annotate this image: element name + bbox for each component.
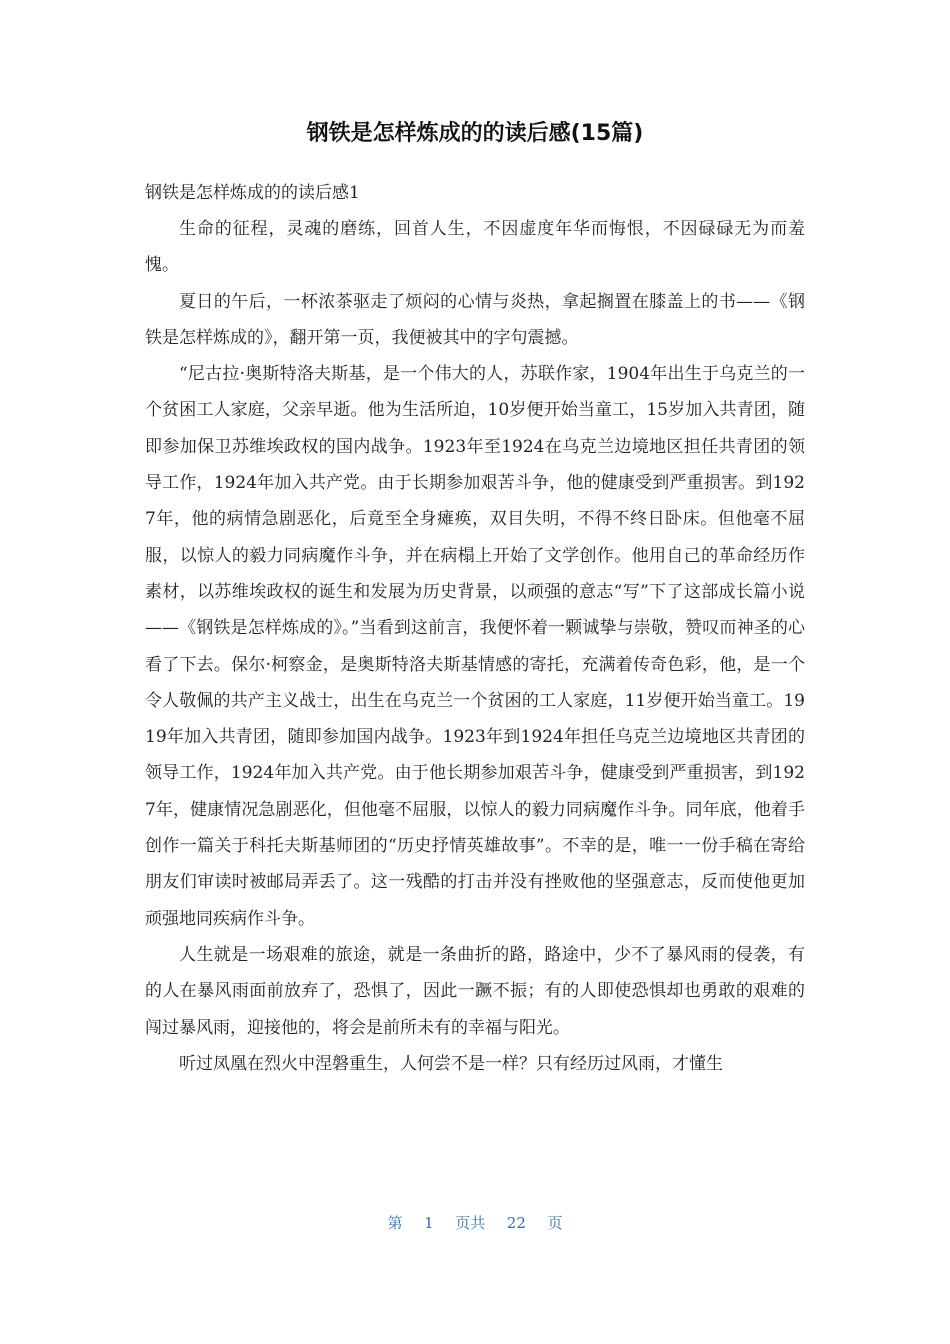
- page-footer: [0, 1212, 950, 1234]
- paragraph-5: 听过凤凰在烈火中涅磐重生，人何尝不是一样？只有经历过风雨，才懂生: [179, 1053, 723, 1074]
- paragraph-2: 夏日的午后，一杯浓茶驱走了烦闷的心情与炎热，拿起搁置在膝盖上的书——《钢铁是怎样炼成的》，翻开第一页，我便被其中的字句震撼。: [145, 291, 805, 348]
- footer-middle: 页共: [455, 1214, 486, 1232]
- document-body: [145, 175, 805, 1082]
- paragraph-4: 人生就是一场艰难的旅途，就是一条曲折的路，路途中，少不了暴风雨的侵袭，有的人在暴风雨面前放弃了，恐惧了，因此一蹶不振；有的人即使恐惧却也勇敢的艰难的闯过暴风雨，迎接他的，将会是前所未有的幸福与阳光。: [145, 944, 805, 1038]
- paragraph-1: 生命的征程，灵魂的磨练，回首人生，不因虚度年华而悔恨，不因碌碌无为而羞愧。: [145, 219, 805, 276]
- footer-prefix: 第: [387, 1214, 403, 1232]
- section-heading: 钢铁是怎样炼成的的读后感1: [145, 183, 360, 203]
- paragraph-3: “尼古拉·奥斯特洛夫斯基，是一个伟大的人，苏联作家，1904年出生于乌克兰的一个贫困工人家庭，父亲早逝。他为生活所迫，10岁便开始当童工，15岁加入共青团，随即参加保卫苏维埃政权的国内战争。1923年至1924在乌克兰边境地区担任共青团的领导工作，1924年加入共产党。由于长期参加艰苦斗争，他的健康受到严重损害。到1927年，他的病情急剧恶化，后竟至全身瘫痪，双目失明，不得不终日卧床。但他毫不屈服，以惊人的毅力同病魔作斗争，并在病榻上开始了文学创作。他用自己的革命经历作素材，以苏维埃政权的诞生和发展为历史背景，以顽强的意志“写”下了这部成长篇小说——《钢铁是怎样炼成的》。”当看到这前言，我便怀着一颗诚挚与崇敬，赞叹而神圣的心看了下去。保尔·柯察金，是奥斯特洛夫斯基情感的寄托，充满着传奇色彩，他，是一个令人敬佩的共产主义战士，出生在乌克兰一个贫困的工人家庭，11岁便开始当童工。1919年加入共青团，随即参加国内战争。1923年到1924年担任乌克兰边境地区共青团的领导工作，1924年加入共产党。由于他长期参加艰苦斗争，健康受到严重损害，到1927年，健康情况急剧恶化，但他毫不屈服，以惊人的毅力同病魔作斗争。同年底，他着手创作一篇关于科托夫斯基师团的“历史抒情英雄故事”。不幸的是，唯一一份手稿在寄给朋友们审读时被邮局弄丢了。这一残酷的打击并没有挫败他的坚强意志，反而使他更加顽强地同疾病作斗争。: [145, 364, 805, 929]
- footer-total-pages: 22: [506, 1214, 526, 1232]
- footer-suffix: 页: [547, 1214, 563, 1232]
- footer-current-page: 1: [424, 1214, 434, 1232]
- document-title: 钢铁是怎样炼成的的读后感(15篇): [306, 121, 644, 146]
